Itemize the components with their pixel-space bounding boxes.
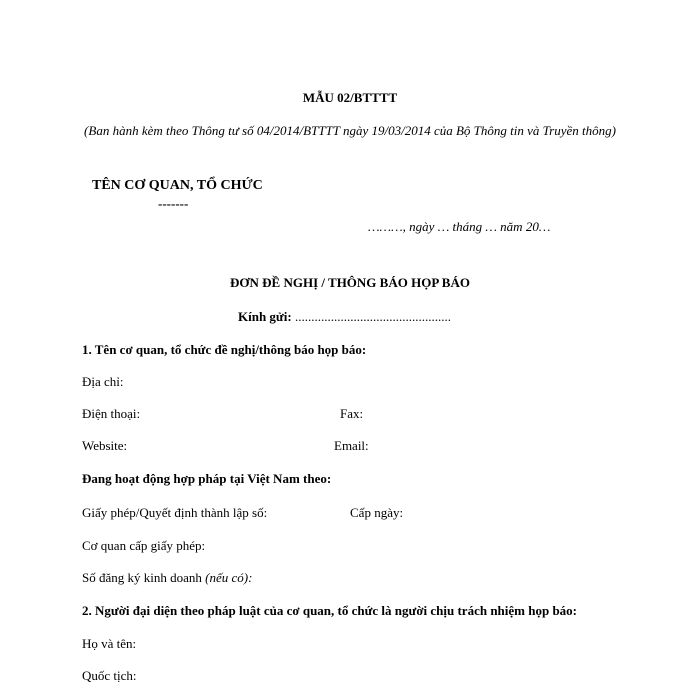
- legal-heading: Đang hoạt động hợp pháp tại Việt Nam theo:: [82, 471, 332, 486]
- organization-dashes: -------: [158, 196, 189, 211]
- license-number-label: Giấy phép/Quyết định thành lập số:: [82, 505, 268, 520]
- document-title: ĐƠN ĐỀ NGHỊ / THÔNG BÁO HỌP BÁO: [230, 275, 470, 290]
- date-line: ………, ngày … tháng … năm 20…: [368, 219, 551, 234]
- business-registration-note: (nếu có):: [205, 570, 253, 585]
- nationality-label: Quốc tịch:: [82, 668, 137, 683]
- section2-heading: 2. Người đại diện theo pháp luật của cơ quan, tổ chức là người chịu trách nhiệm họp báo:: [82, 603, 578, 618]
- issue-date-label: Cấp ngày:: [350, 505, 404, 520]
- recipient-line: [238, 309, 451, 325]
- recipient-dots: ................................................: [291, 309, 451, 324]
- website-label: Website:: [82, 438, 128, 453]
- fax-label: Fax:: [340, 406, 364, 421]
- form-code: MẪU 02/BTTTT: [302, 90, 398, 105]
- section1-heading: 1. Tên cơ quan, tổ chức đề nghị/thông báo họp báo:: [82, 342, 367, 357]
- issued-note: (Ban hành kèm theo Thông tư số 04/2014/BTTTT ngày 19/03/2014 của Bộ Thông tin và Truyền thông): [84, 123, 616, 138]
- address-label: Địa chỉ:: [82, 374, 124, 389]
- phone-label: Điện thoại:: [82, 406, 141, 421]
- business-registration-label: Số đăng ký kinh doanh: [82, 570, 202, 585]
- email-label: Email:: [334, 438, 369, 453]
- recipient-label: Kính gửi:: [238, 309, 292, 324]
- business-registration-line: [82, 570, 252, 586]
- organization-name-label: TÊN CƠ QUAN, TỔ CHỨC: [92, 178, 263, 193]
- issuing-agency-label: Cơ quan cấp giấy phép:: [82, 538, 206, 553]
- full-name-label: Họ và tên:: [82, 636, 137, 651]
